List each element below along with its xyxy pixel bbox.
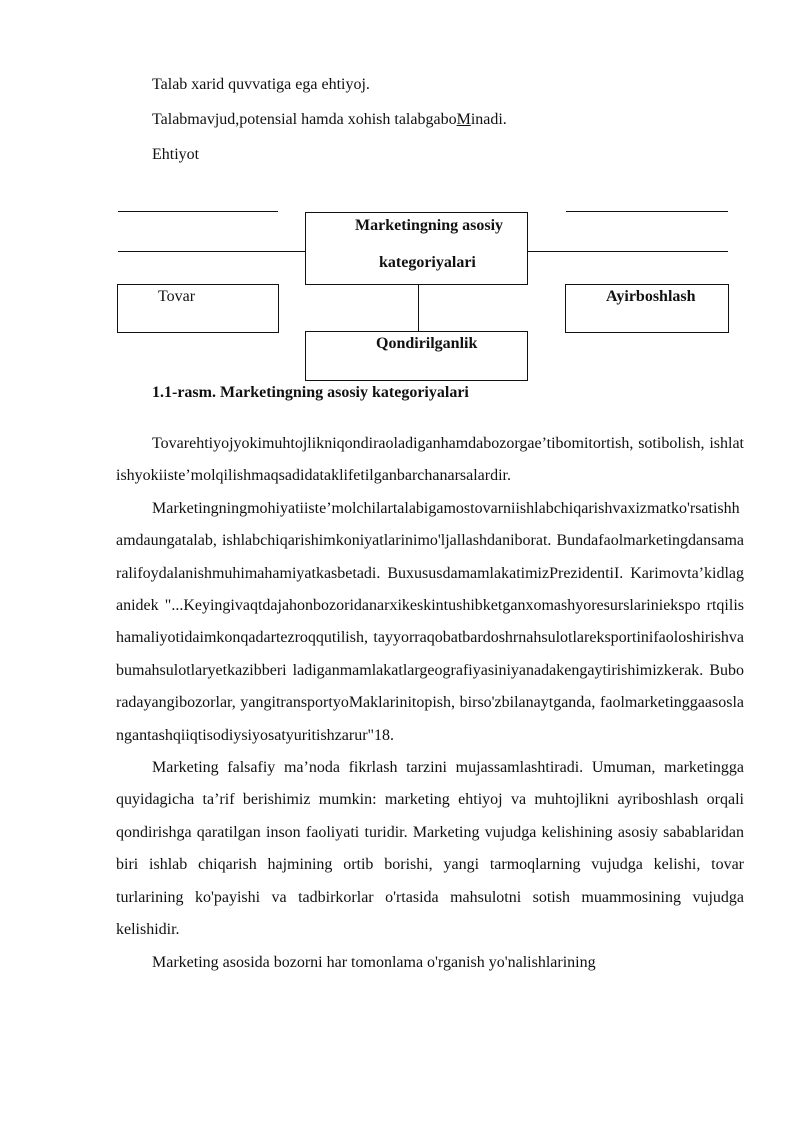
tovar-box <box>117 284 279 333</box>
diagram-line-top-right <box>566 211 728 212</box>
diagram-line-mid-left <box>118 251 305 252</box>
body-text <box>116 428 744 979</box>
center-title-line-2: kategoriyalari <box>379 254 476 271</box>
tovar-label: Tovar <box>158 288 196 305</box>
intro-line-2-start: Talabmavjud,potensial hamda xohish talabgabo <box>152 111 457 128</box>
intro-line-2-end: inadi. <box>470 111 507 128</box>
qondirilganlik-label: Qondirilganlik <box>376 335 478 352</box>
center-title-line-1: Marketingning asosiy <box>355 217 504 234</box>
categories-diagram <box>0 195 800 385</box>
diagram-connector-vertical <box>418 285 419 331</box>
intro-line-1: Talab xarid quvvatiga ega ehtiyoj. <box>152 76 370 93</box>
diagram-line-mid-right <box>527 251 728 252</box>
intro-line-2 <box>152 111 507 129</box>
diagram-line-top-left <box>118 211 278 212</box>
intro-line-3: Ehtiyot <box>152 146 200 163</box>
paragraph-2: Marketingningmohiyatiiste’molchilartalabigamostovarniishlabchiqarishvaxizmatko'rsatishhamdaungatalab, ishlabchiqarishimkoniyatlarinimo'ljallashdaniborat. Bundafaolmarketingdansamaralifoydalanishmuhimahamiyatkasbetadi. BuxususdamamlakatimizPrezidentiI. Karimovta’kidlaganidek "...Keyingivaqtdajahonbozoridanarxikeskintushibketganxomashyoresurslariniekspo rtqilishamaliyotidaimkonqadartezroqqutilish, tayyorraqobatbardoshrnahsulotlareksportinifaoloshirishvabumahsulotlaryetkazibberi ladiganmamlakatlargeografiyasiniyanadakengaytirishimizkerak. Buboradayangibozorlar, yangitransportyoMaklarinitopish, birso'zbilanaytganda, faolmarketinggaasoslangantashqiiqtisodiysiyosatyuritishzarur"18. <box>116 499 744 744</box>
paragraph-3: Marketing falsafiy ma’noda fikrlash tarzini mujassamlashtiradi. Umuman, marketingga quyidagicha ta’rif berishimiz mumkin: marketing ehtiyoj va muhtojlikni ayriboshlash orqali qondirishga qaratilgan inson faoliyati turidir. Marketing vujudga kelishining asosiy sabablaridan biri ishlab chiqarish hajmining ortib borishi, yangi tarmoqlarning vujudga kelishi, tovar turlarining ko'payishi va tadbirkorlar o'rtasida mahsulotni sotish muammosining vujudga kelishidir. <box>116 759 744 939</box>
figure-caption: 1.1-rasm. Marketingning asosiy kategoriyalari <box>152 384 469 401</box>
intro-line-2-underlined: M <box>456 111 471 128</box>
paragraph-1: Tovarehtiyojyokimuhtojlikniqondiraoladiganhamdabozorgae’tibomitortish, sotibolish, ishlatishyokiiste’molqilishmaqsadidataklifetilganbarchanarsalardir. <box>116 435 744 485</box>
paragraph-4: Marketing asosida bozorni har tomonlama o'rganish yo'nalishlarining <box>152 953 596 971</box>
ayirboshlash-label: Ayirboshlash <box>606 288 696 305</box>
